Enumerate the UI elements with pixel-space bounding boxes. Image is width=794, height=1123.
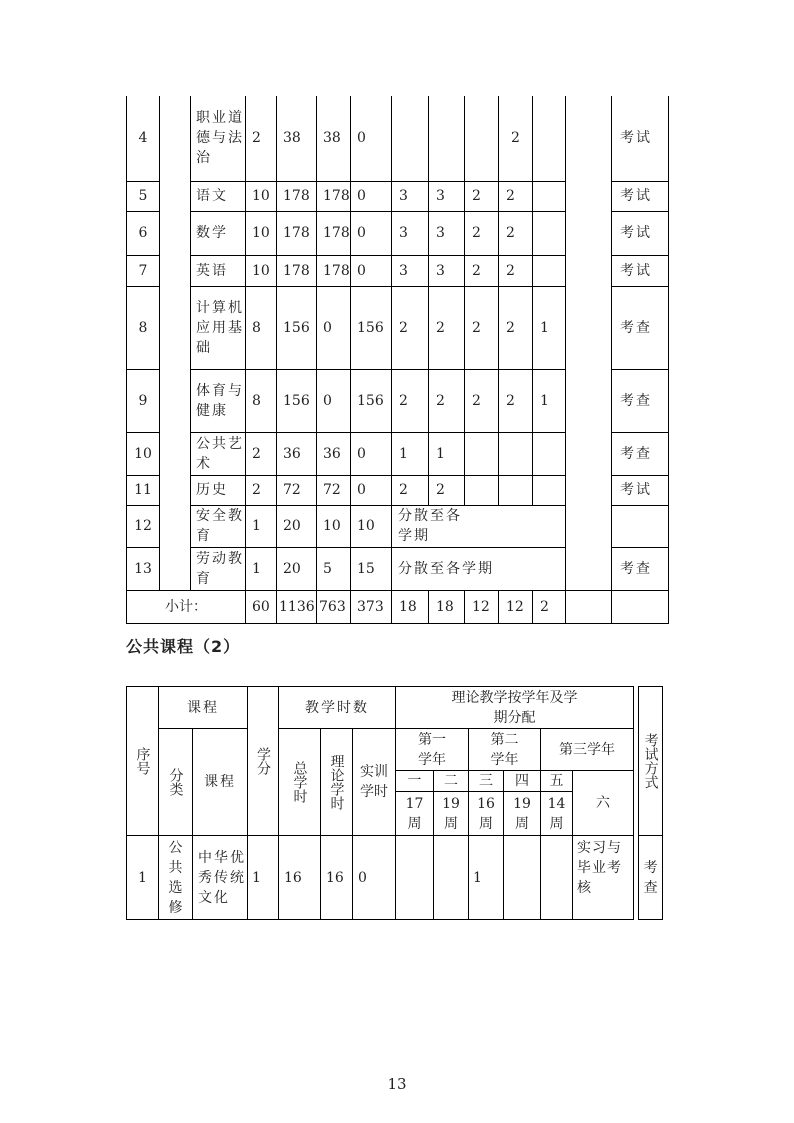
theory-hours-cell: 72	[317, 475, 351, 505]
table-row	[127, 836, 663, 920]
credit-cell: 2	[246, 96, 277, 181]
total-hours-cell: 72	[277, 475, 317, 505]
header-course: 课程	[193, 729, 248, 836]
credit-cell: 8	[246, 286, 277, 369]
credit-cell: 1	[246, 547, 277, 590]
sem5-cell	[533, 432, 566, 475]
practice-hours-cell: 0	[351, 432, 392, 475]
row-number: 13	[127, 547, 160, 590]
sem2-cell	[429, 96, 465, 181]
header-credit: 学分	[248, 687, 279, 836]
row-number: 6	[127, 211, 160, 255]
course-name: 历史	[191, 475, 246, 505]
sem5-cell: 1	[533, 369, 566, 432]
total-hours-cell: 178	[277, 255, 317, 286]
sem5-cell: 2	[533, 590, 566, 623]
sem4-cell	[499, 475, 533, 505]
header-sem2-weeks: 19周	[434, 792, 469, 836]
sem1-cell: 18	[392, 590, 429, 623]
sem2-cell: 3	[429, 255, 465, 286]
distribution-cell: 分散至各学期	[392, 505, 566, 547]
sem3-cell	[465, 475, 499, 505]
header-year3: 第三学年	[541, 729, 634, 771]
header-sem4-weeks: 19周	[504, 792, 541, 836]
exam-method-cell: 考查	[639, 836, 663, 920]
total-hours-cell: 20	[277, 505, 317, 547]
credit-cell: 1	[246, 505, 277, 547]
sem1-cell: 3	[392, 211, 429, 255]
practice-hours-cell: 156	[351, 286, 392, 369]
sem4-cell	[504, 836, 541, 920]
practice-hours-cell: 10	[351, 505, 392, 547]
header-total-hours: 总学时	[279, 729, 321, 836]
theory-hours-cell: 5	[317, 547, 351, 590]
course-name: 体育与健康	[191, 369, 246, 432]
header-sem3-weeks: 16周	[469, 792, 504, 836]
row-number: 1	[127, 836, 159, 920]
section-title: 公共课程（2）	[126, 637, 241, 656]
header-course-group: 课程	[159, 687, 248, 729]
credit-cell: 10	[246, 211, 277, 255]
header-year1: 第一学年	[396, 729, 469, 771]
total-hours-cell: 36	[277, 432, 317, 475]
exam-method-cell: 考试	[612, 181, 669, 211]
row-number: 11	[127, 475, 160, 505]
theory-hours-cell: 10	[317, 505, 351, 547]
row-number: 12	[127, 505, 160, 547]
row-number: 7	[127, 255, 160, 286]
public-elective-table	[126, 686, 663, 920]
sem2-cell: 1	[429, 432, 465, 475]
row-number: 9	[127, 369, 160, 432]
header-distribution-group: 理论教学按学年及学期分配	[396, 687, 634, 729]
header-sem1: 一	[396, 771, 434, 792]
header-practice-hours: 实训学时	[353, 729, 396, 836]
exam-method-cell: 考查	[612, 369, 669, 432]
sem1-cell: 2	[392, 475, 429, 505]
sem4-cell	[499, 432, 533, 475]
header-sem6: 六	[573, 771, 634, 836]
sem6-cell: 实习与毕业考核	[573, 836, 634, 920]
course-name: 计算机应用基础	[191, 286, 246, 369]
sem2-cell: 3	[429, 211, 465, 255]
subtotal-label: 小计：	[127, 590, 246, 623]
sem3-cell: 12	[465, 590, 499, 623]
sem4-cell: 2	[499, 96, 533, 181]
credit-cell: 10	[246, 181, 277, 211]
credit-cell: 1	[248, 836, 279, 920]
sem1-cell	[396, 836, 434, 920]
distribution-cell: 分散至各学期	[392, 547, 566, 590]
sem2-cell: 2	[429, 475, 465, 505]
exam-method-cell: 考查	[612, 432, 669, 475]
sem2-cell	[434, 836, 469, 920]
sem3-cell: 1	[469, 836, 504, 920]
sem2-cell: 2	[429, 286, 465, 369]
total-hours-cell: 178	[277, 211, 317, 255]
exam-method-cell: 考查	[612, 547, 669, 590]
theory-hours-cell: 36	[317, 432, 351, 475]
credit-cell: 2	[246, 475, 277, 505]
theory-hours-cell: 178	[317, 255, 351, 286]
sem4-cell: 12	[499, 590, 533, 623]
header-hours-group: 教学时数	[279, 687, 396, 729]
header-sem5-weeks: 14周	[541, 792, 573, 836]
theory-hours-cell: 178	[317, 211, 351, 255]
sem2-cell: 3	[429, 181, 465, 211]
sem6-cell	[566, 590, 612, 623]
total-hours-cell: 1136	[277, 590, 317, 623]
sem3-cell: 2	[465, 369, 499, 432]
sem3-cell	[465, 432, 499, 475]
practice-hours-cell: 0	[351, 211, 392, 255]
row-number: 8	[127, 286, 160, 369]
credit-cell: 2	[246, 432, 277, 475]
sem3-cell: 2	[465, 255, 499, 286]
header-sem1-weeks: 17周	[396, 792, 434, 836]
header-sem5: 五	[541, 771, 573, 792]
header-year2: 第二学年	[469, 729, 541, 771]
sem5-cell	[533, 211, 566, 255]
sem4-cell: 2	[499, 286, 533, 369]
subtotal-row	[127, 590, 669, 623]
course-name: 安全教育	[191, 505, 246, 547]
theory-hours-cell: 0	[317, 369, 351, 432]
total-hours-cell: 156	[277, 286, 317, 369]
credit-cell: 8	[246, 369, 277, 432]
header-sem3: 三	[469, 771, 504, 792]
practice-hours-cell: 0	[351, 96, 392, 181]
course-name: 公共艺术	[191, 432, 246, 475]
total-hours-cell: 38	[277, 96, 317, 181]
sem4-cell: 2	[499, 369, 533, 432]
practice-hours-cell: 15	[351, 547, 392, 590]
sem3-cell: 2	[465, 211, 499, 255]
course-name: 英语	[191, 255, 246, 286]
sem4-cell: 2	[499, 211, 533, 255]
practice-hours-cell: 373	[351, 590, 392, 623]
theory-hours-cell: 0	[317, 286, 351, 369]
exam-method-cell: 考查	[612, 286, 669, 369]
sem4-cell: 2	[499, 255, 533, 286]
practice-hours-cell: 0	[353, 836, 396, 920]
exam-method-cell	[612, 590, 669, 623]
sem1-cell: 1	[392, 432, 429, 475]
practice-hours-cell: 156	[351, 369, 392, 432]
exam-method-cell: 考试	[612, 255, 669, 286]
practice-hours-cell: 0	[351, 181, 392, 211]
credit-cell: 10	[246, 255, 277, 286]
exam-method-cell: 考试	[612, 475, 669, 505]
course-name: 职业道德与法治	[191, 96, 246, 181]
header-sem4: 四	[504, 771, 541, 792]
sem1-cell: 3	[392, 255, 429, 286]
table-row	[127, 96, 669, 181]
row-number: 4	[127, 96, 160, 181]
practice-hours-cell: 0	[351, 475, 392, 505]
header-theory-hours: 理论学时	[321, 729, 353, 836]
sem3-cell: 2	[465, 181, 499, 211]
sem4-cell: 2	[499, 181, 533, 211]
sem3-cell: 2	[465, 286, 499, 369]
total-hours-cell: 20	[277, 547, 317, 590]
header-exam-method: 考试方式	[639, 687, 663, 836]
sem5-cell	[541, 836, 573, 920]
course-name: 中华优秀传统文化	[193, 836, 248, 920]
header-sem2: 二	[434, 771, 469, 792]
exam-method-cell	[612, 505, 669, 547]
header-number: 序号	[127, 687, 159, 836]
sem2-cell: 2	[429, 369, 465, 432]
course-name: 数学	[191, 211, 246, 255]
course-name: 语文	[191, 181, 246, 211]
theory-hours-cell: 16	[321, 836, 353, 920]
credit-cell: 60	[246, 590, 277, 623]
theory-hours-cell: 38	[317, 96, 351, 181]
page-number: 13	[387, 1075, 407, 1093]
sem5-cell	[533, 475, 566, 505]
category-cell: 公共选修	[159, 836, 193, 920]
row-number: 5	[127, 181, 160, 211]
sem5-cell: 1	[533, 286, 566, 369]
exam-method-cell: 考试	[612, 211, 669, 255]
course-table-continued	[126, 96, 669, 624]
sem5-cell	[533, 96, 566, 181]
total-hours-cell: 16	[279, 836, 321, 920]
header-category: 分类	[159, 729, 193, 836]
theory-hours-cell: 178	[317, 181, 351, 211]
category-cell	[160, 96, 191, 590]
practice-hours-cell: 0	[351, 255, 392, 286]
exam-method-cell: 考试	[612, 96, 669, 181]
sem5-cell	[533, 255, 566, 286]
sem5-cell	[533, 181, 566, 211]
sem1-cell: 2	[392, 369, 429, 432]
course-name: 劳动教育	[191, 547, 246, 590]
theory-hours-cell: 763	[317, 590, 351, 623]
sem1-cell: 2	[392, 286, 429, 369]
sem3-cell	[465, 96, 499, 181]
total-hours-cell: 156	[277, 369, 317, 432]
row-number: 10	[127, 432, 160, 475]
sem1-cell	[392, 96, 429, 181]
sem6-cell	[566, 96, 612, 590]
sem1-cell: 3	[392, 181, 429, 211]
total-hours-cell: 178	[277, 181, 317, 211]
sem2-cell: 18	[429, 590, 465, 623]
